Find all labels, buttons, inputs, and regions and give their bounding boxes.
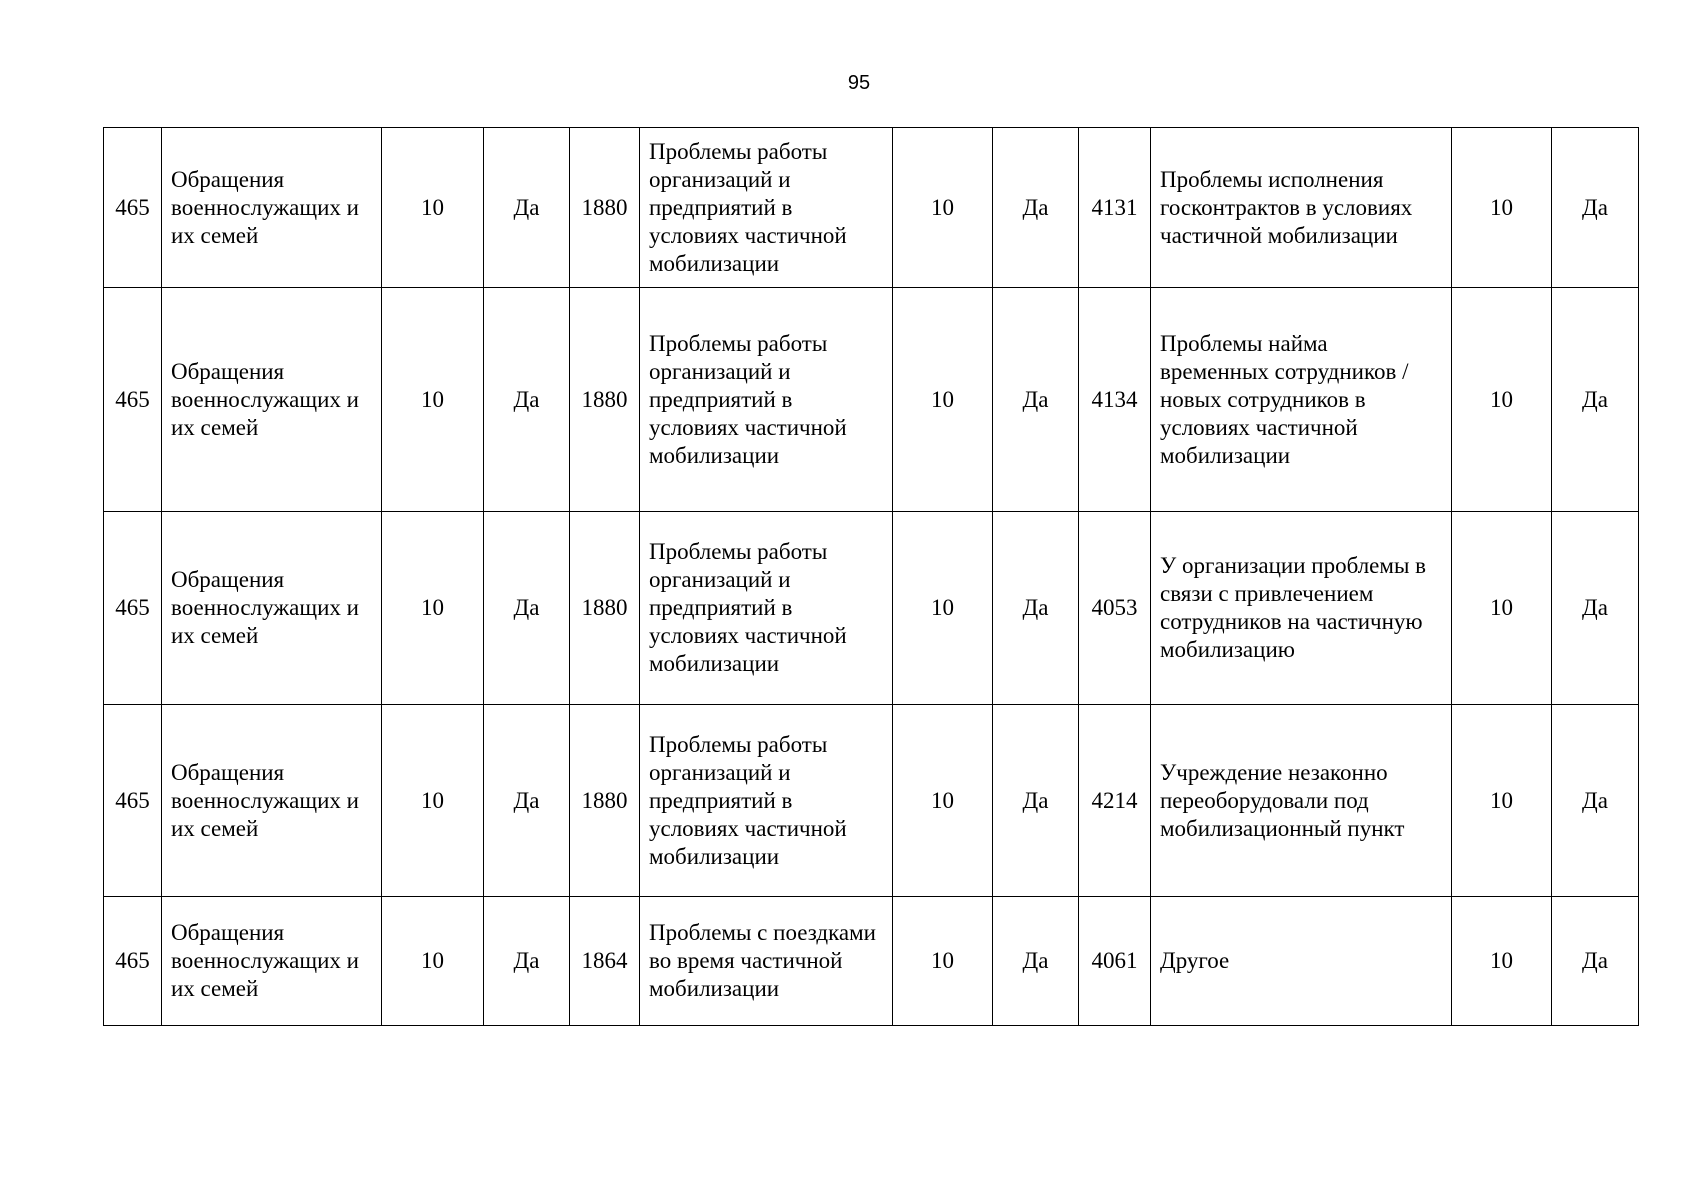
cell-value: 10	[382, 128, 484, 288]
cell-flag: Да	[993, 512, 1079, 705]
cell-flag: Да	[993, 897, 1079, 1026]
cell-value: 10	[1452, 897, 1552, 1026]
cell-flag: Да	[993, 705, 1079, 897]
cell-value: 10	[1452, 288, 1552, 512]
cell-code: 465	[104, 128, 162, 288]
cell-code: 465	[104, 512, 162, 705]
data-table	[103, 127, 1639, 1026]
page-number: 95	[847, 72, 871, 94]
cell-category: Обращения военнослужащих и их семей	[162, 512, 382, 705]
cell-category: Обращения военнослужащих и их семей	[162, 705, 382, 897]
cell-subcategory: Проблемы работы организаций и предприятий в условиях частичной мобилизации	[640, 128, 893, 288]
cell-flag: Да	[993, 128, 1079, 288]
cell-code: 465	[104, 897, 162, 1026]
cell-subcategory: Проблемы работы организаций и предприятий в условиях частичной мобилизации	[640, 512, 893, 705]
cell-value: 10	[1452, 705, 1552, 897]
cell-value: 10	[893, 897, 993, 1026]
cell-value: 10	[382, 288, 484, 512]
cell-topic: Проблемы найма временных сотрудников / новых сотрудников в условиях частичной мобилизации	[1151, 288, 1452, 512]
cell-flag: Да	[1552, 512, 1639, 705]
cell-value: 10	[893, 128, 993, 288]
cell-category: Обращения военнослужащих и их семей	[162, 897, 382, 1026]
cell-subcategory: Проблемы работы организаций и предприятий в условиях частичной мобилизации	[640, 288, 893, 512]
cell-flag: Да	[484, 512, 570, 705]
cell-subcode: 1880	[570, 288, 640, 512]
cell-flag: Да	[484, 128, 570, 288]
cell-subcode: 1880	[570, 128, 640, 288]
table-row	[104, 128, 1639, 288]
cell-value: 10	[893, 288, 993, 512]
cell-value: 10	[382, 512, 484, 705]
cell-topic: Другое	[1151, 897, 1452, 1026]
table-row	[104, 705, 1639, 897]
cell-topic-code: 4131	[1079, 128, 1151, 288]
cell-flag: Да	[1552, 128, 1639, 288]
table-row	[104, 288, 1639, 512]
cell-subcode: 1864	[570, 897, 640, 1026]
cell-value: 10	[893, 705, 993, 897]
cell-flag: Да	[484, 288, 570, 512]
cell-topic: У организации проблемы в связи с привлечением сотрудников на частичную мобилизацию	[1151, 512, 1452, 705]
cell-value: 10	[1452, 512, 1552, 705]
cell-subcode: 1880	[570, 512, 640, 705]
cell-category: Обращения военнослужащих и их семей	[162, 288, 382, 512]
cell-flag: Да	[484, 897, 570, 1026]
cell-topic: Проблемы исполнения госконтрактов в условиях частичной мобилизации	[1151, 128, 1452, 288]
cell-topic-code: 4134	[1079, 288, 1151, 512]
cell-category: Обращения военнослужащих и их семей	[162, 128, 382, 288]
cell-subcategory: Проблемы работы организаций и предприятий в условиях частичной мобилизации	[640, 705, 893, 897]
cell-value: 10	[893, 512, 993, 705]
cell-value: 10	[382, 897, 484, 1026]
cell-flag: Да	[1552, 897, 1639, 1026]
cell-flag: Да	[1552, 288, 1639, 512]
cell-code: 465	[104, 288, 162, 512]
cell-topic-code: 4053	[1079, 512, 1151, 705]
cell-subcode: 1880	[570, 705, 640, 897]
cell-flag: Да	[1552, 705, 1639, 897]
cell-value: 10	[1452, 128, 1552, 288]
cell-flag: Да	[484, 705, 570, 897]
cell-topic-code: 4214	[1079, 705, 1151, 897]
cell-value: 10	[382, 705, 484, 897]
table-row	[104, 512, 1639, 705]
cell-subcategory: Проблемы с поездками во время частичной мобилизации	[640, 897, 893, 1026]
cell-code: 465	[104, 705, 162, 897]
cell-topic-code: 4061	[1079, 897, 1151, 1026]
cell-flag: Да	[993, 288, 1079, 512]
cell-topic: Учреждение незаконно переоборудовали под мобилизационный пункт	[1151, 705, 1452, 897]
table-row	[104, 897, 1639, 1026]
